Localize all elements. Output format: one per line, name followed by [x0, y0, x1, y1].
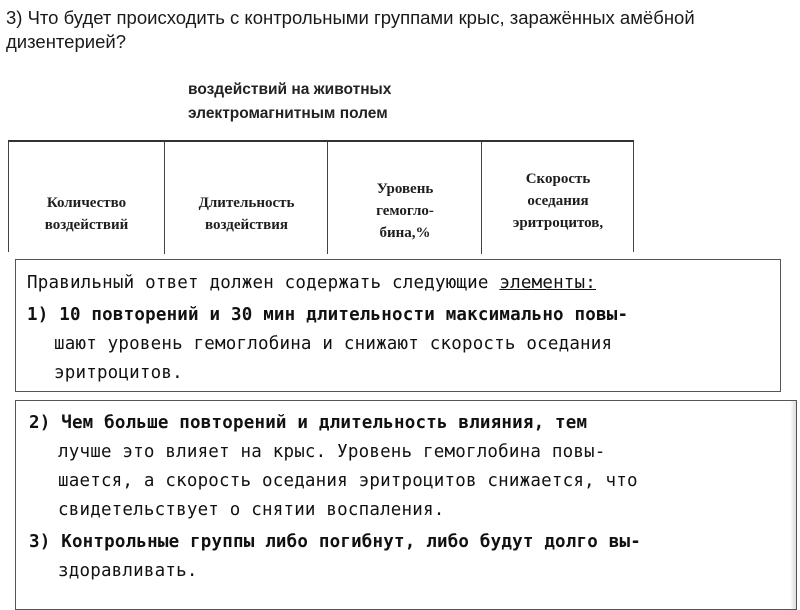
- table-header-duration: Длительность воздействия: [198, 195, 295, 233]
- answer-box-1: [15, 259, 781, 392]
- answer-item-3-line-2: здоравливать.: [58, 561, 198, 581]
- table-column-divider: [481, 142, 482, 254]
- table-caption-line-1: воздействий на животных: [188, 81, 392, 98]
- table-caption-line-2: электромагнитным полем: [188, 105, 388, 122]
- answer-item-2-line-3: шается, а скорость оседания эритроцитов снижается, что: [58, 471, 638, 491]
- answer-item-1-line-2: шают уровень гемоглобина и снижают скорость оседания: [54, 334, 613, 354]
- answer-item-3-line-1: 3) Контрольные группы либо погибнут, либо будут долго вы-: [29, 532, 641, 552]
- answer-item-2-line-4: свидетельствует о снятии воспаления.: [58, 500, 445, 520]
- question-text: [6, 6, 796, 54]
- answer-item-2-line-1: 2) Чем больше повторений и длительность влияния, тем: [29, 413, 588, 433]
- answer-item-2-line-2: лучше это влияет на крыс. Уровень гемоглобина повы-: [58, 442, 606, 462]
- answer-item-1-line-1: 1) 10 повторений и 30 мин длительности максимально повы-: [27, 305, 629, 325]
- table-column-divider: [164, 142, 165, 254]
- table-column-divider: [327, 142, 328, 254]
- question-line-2: дизентерией?: [6, 31, 126, 52]
- table-caption: [188, 78, 391, 126]
- table-header-esr: Скорость оседания эритроцитов,: [512, 171, 604, 231]
- answer-intro: Правильный ответ должен содержать следующие элементы:: [27, 273, 597, 293]
- table-header-hemoglobin: Уровень гемогло- бина,%: [376, 181, 434, 241]
- table-header-count: Количество воздействий: [44, 195, 129, 233]
- answer-item-1-line-3: эритроцитов.: [54, 363, 183, 383]
- question-line-1: 3) Что будет происходить с контрольными группами крыс, заражённых амёбной: [6, 7, 695, 28]
- answer-intro-underlined: элементы:: [499, 273, 597, 293]
- data-table-fragment: [8, 140, 634, 252]
- scan-edge-shadow: [790, 401, 796, 609]
- answer-box-2: [15, 400, 797, 610]
